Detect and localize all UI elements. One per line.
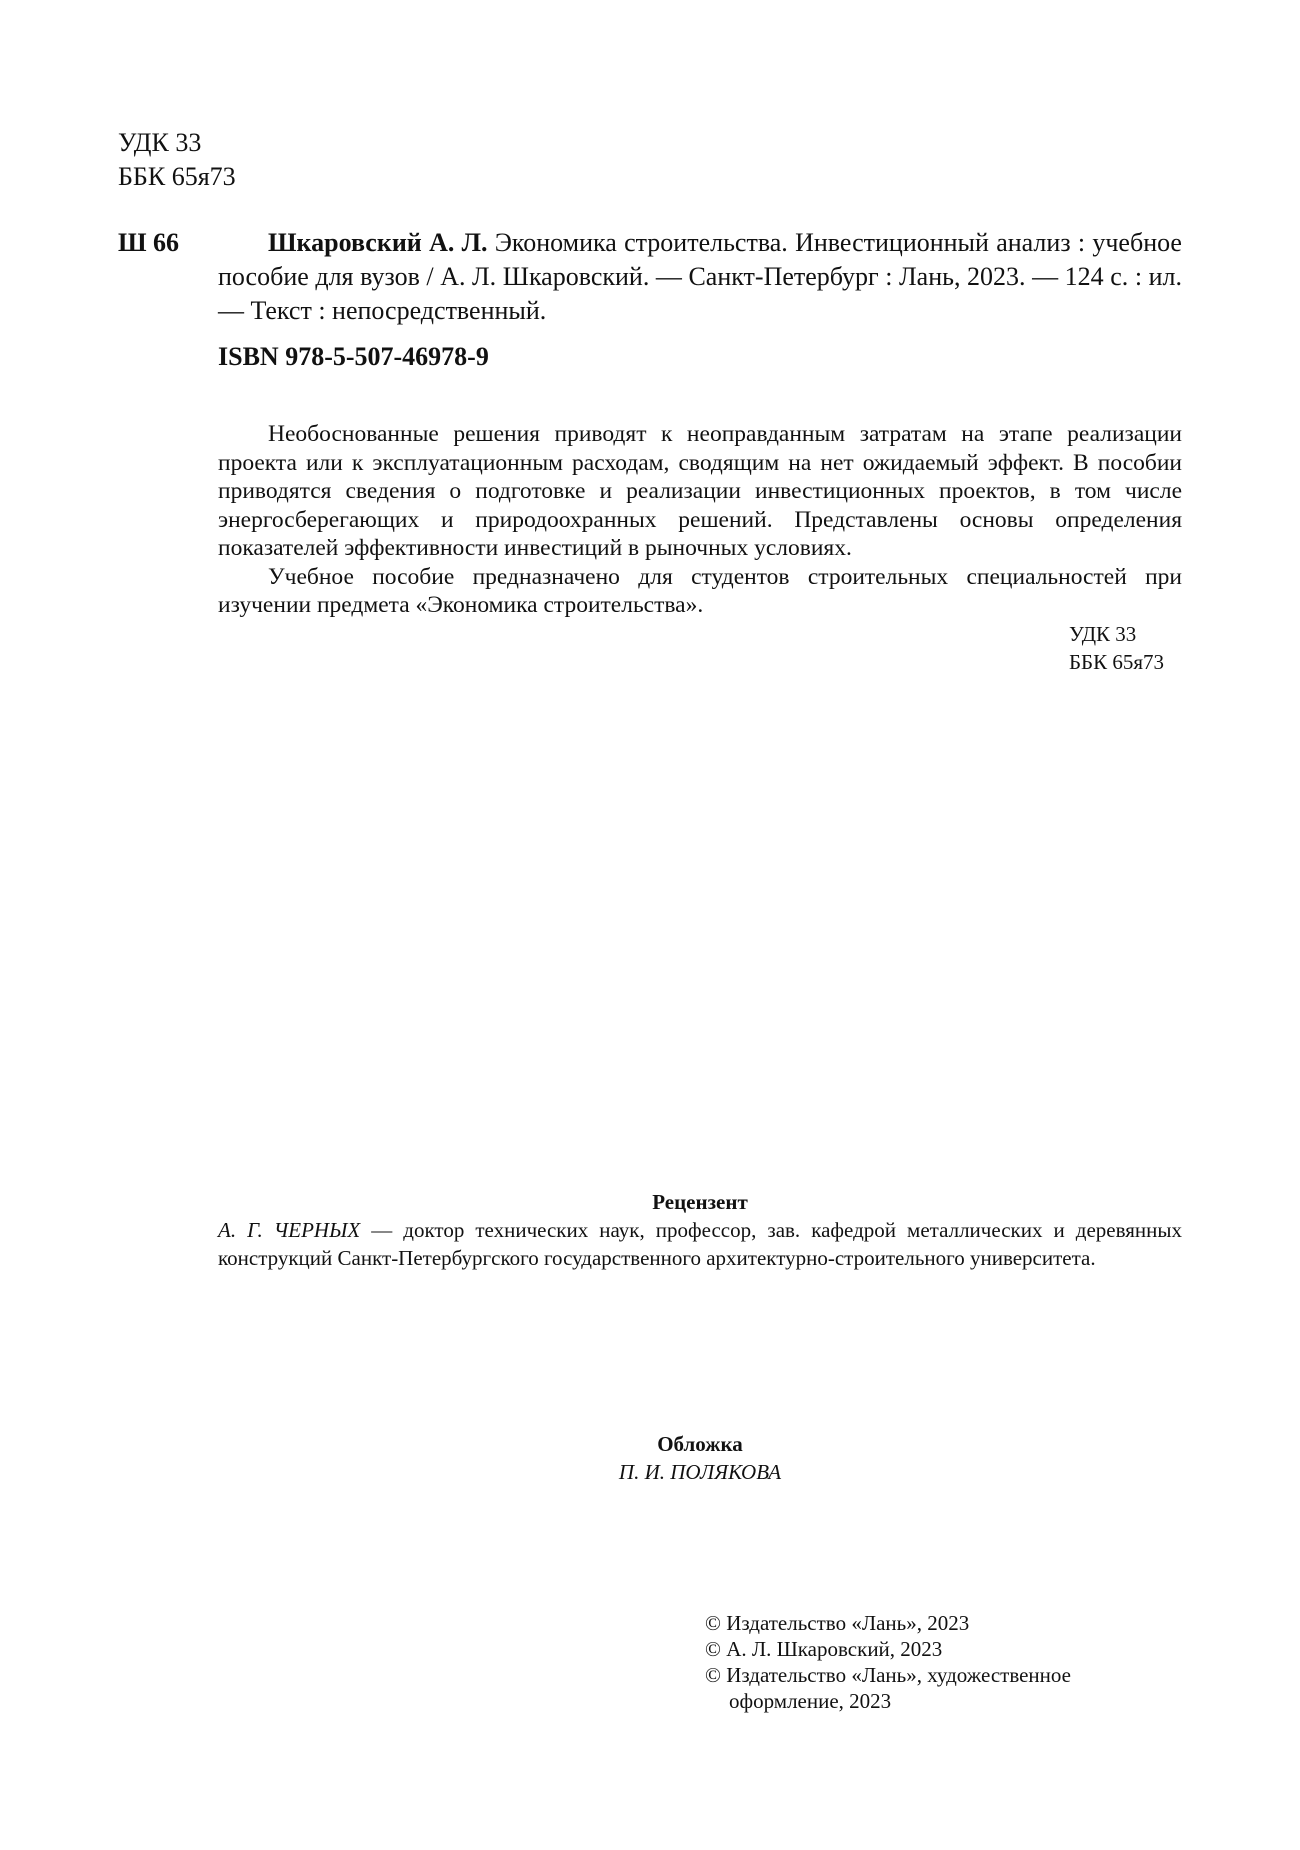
bibliographic-description xyxy=(218,226,1182,328)
reviewer-section xyxy=(218,1188,1182,1272)
classification-bottom xyxy=(1069,620,1164,676)
book-description: Экономика строительства. Инвестиционный анализ : учебное пособие для вузов / А. Л. Шкаровский. — Санкт-Петербург : Лань, 2023. — 124 с. : ил. — Текст : непосредственный. xyxy=(218,228,1182,325)
annotation-paragraph: Необоснованные решения приводят к неоправданным затратам на этапе реализации проекта или к эксплуатационным расходам, сводящим на нет ожидаемый эффект. В пособии приводятся сведения о подготовке и реализации инвестиционных проектов, в том числе энергосберегающих и природоохранных решений. Представлены основы определения показателей эффективности инвестиций в рыночных условиях. xyxy=(218,421,1182,561)
author-mark: Ш 66 xyxy=(118,228,180,257)
cover-designer: П. И. ПОЛЯКОВА xyxy=(618,1460,782,1484)
reviewer-name: А. Г. ЧЕРНЫХ xyxy=(218,1218,361,1242)
copyright-line: © А. Л. Шкаровский, 2023 xyxy=(705,1637,943,1661)
reviewer-info xyxy=(218,1216,1182,1272)
classification-top xyxy=(118,126,236,194)
author-name: Шкаровский А. Л. xyxy=(268,228,488,257)
reviewer-description: — доктор технических наук, профессор, зав. кафедрой металлических и деревянных конструкций Санкт-Петербургского государственного архитектурно-строительного университета. xyxy=(218,1218,1182,1270)
copyright-line: © Издательство «Лань», художественное оформление, 2023 xyxy=(705,1663,1071,1713)
udk-code: УДК 33 xyxy=(1068,622,1137,646)
annotation-paragraph: Учебное пособие предназначено для студентов строительных специальностей при изучении предмета «Экономика строительства». xyxy=(218,563,1182,618)
bbk-code: ББК 65я73 xyxy=(1068,650,1164,674)
cover-section xyxy=(218,1430,1182,1486)
udk-code: УДК 33 xyxy=(118,128,202,157)
cover-heading: Обложка xyxy=(657,1432,743,1456)
isbn: ISBN 978-5-507-46978-9 xyxy=(218,342,489,371)
copyright-block xyxy=(705,1610,1145,1714)
annotation xyxy=(218,420,1182,620)
copyright-line: © Издательство «Лань», 2023 xyxy=(705,1611,970,1635)
reviewer-heading: Рецензент xyxy=(652,1190,748,1214)
bbk-code: ББК 65я73 xyxy=(118,162,236,191)
